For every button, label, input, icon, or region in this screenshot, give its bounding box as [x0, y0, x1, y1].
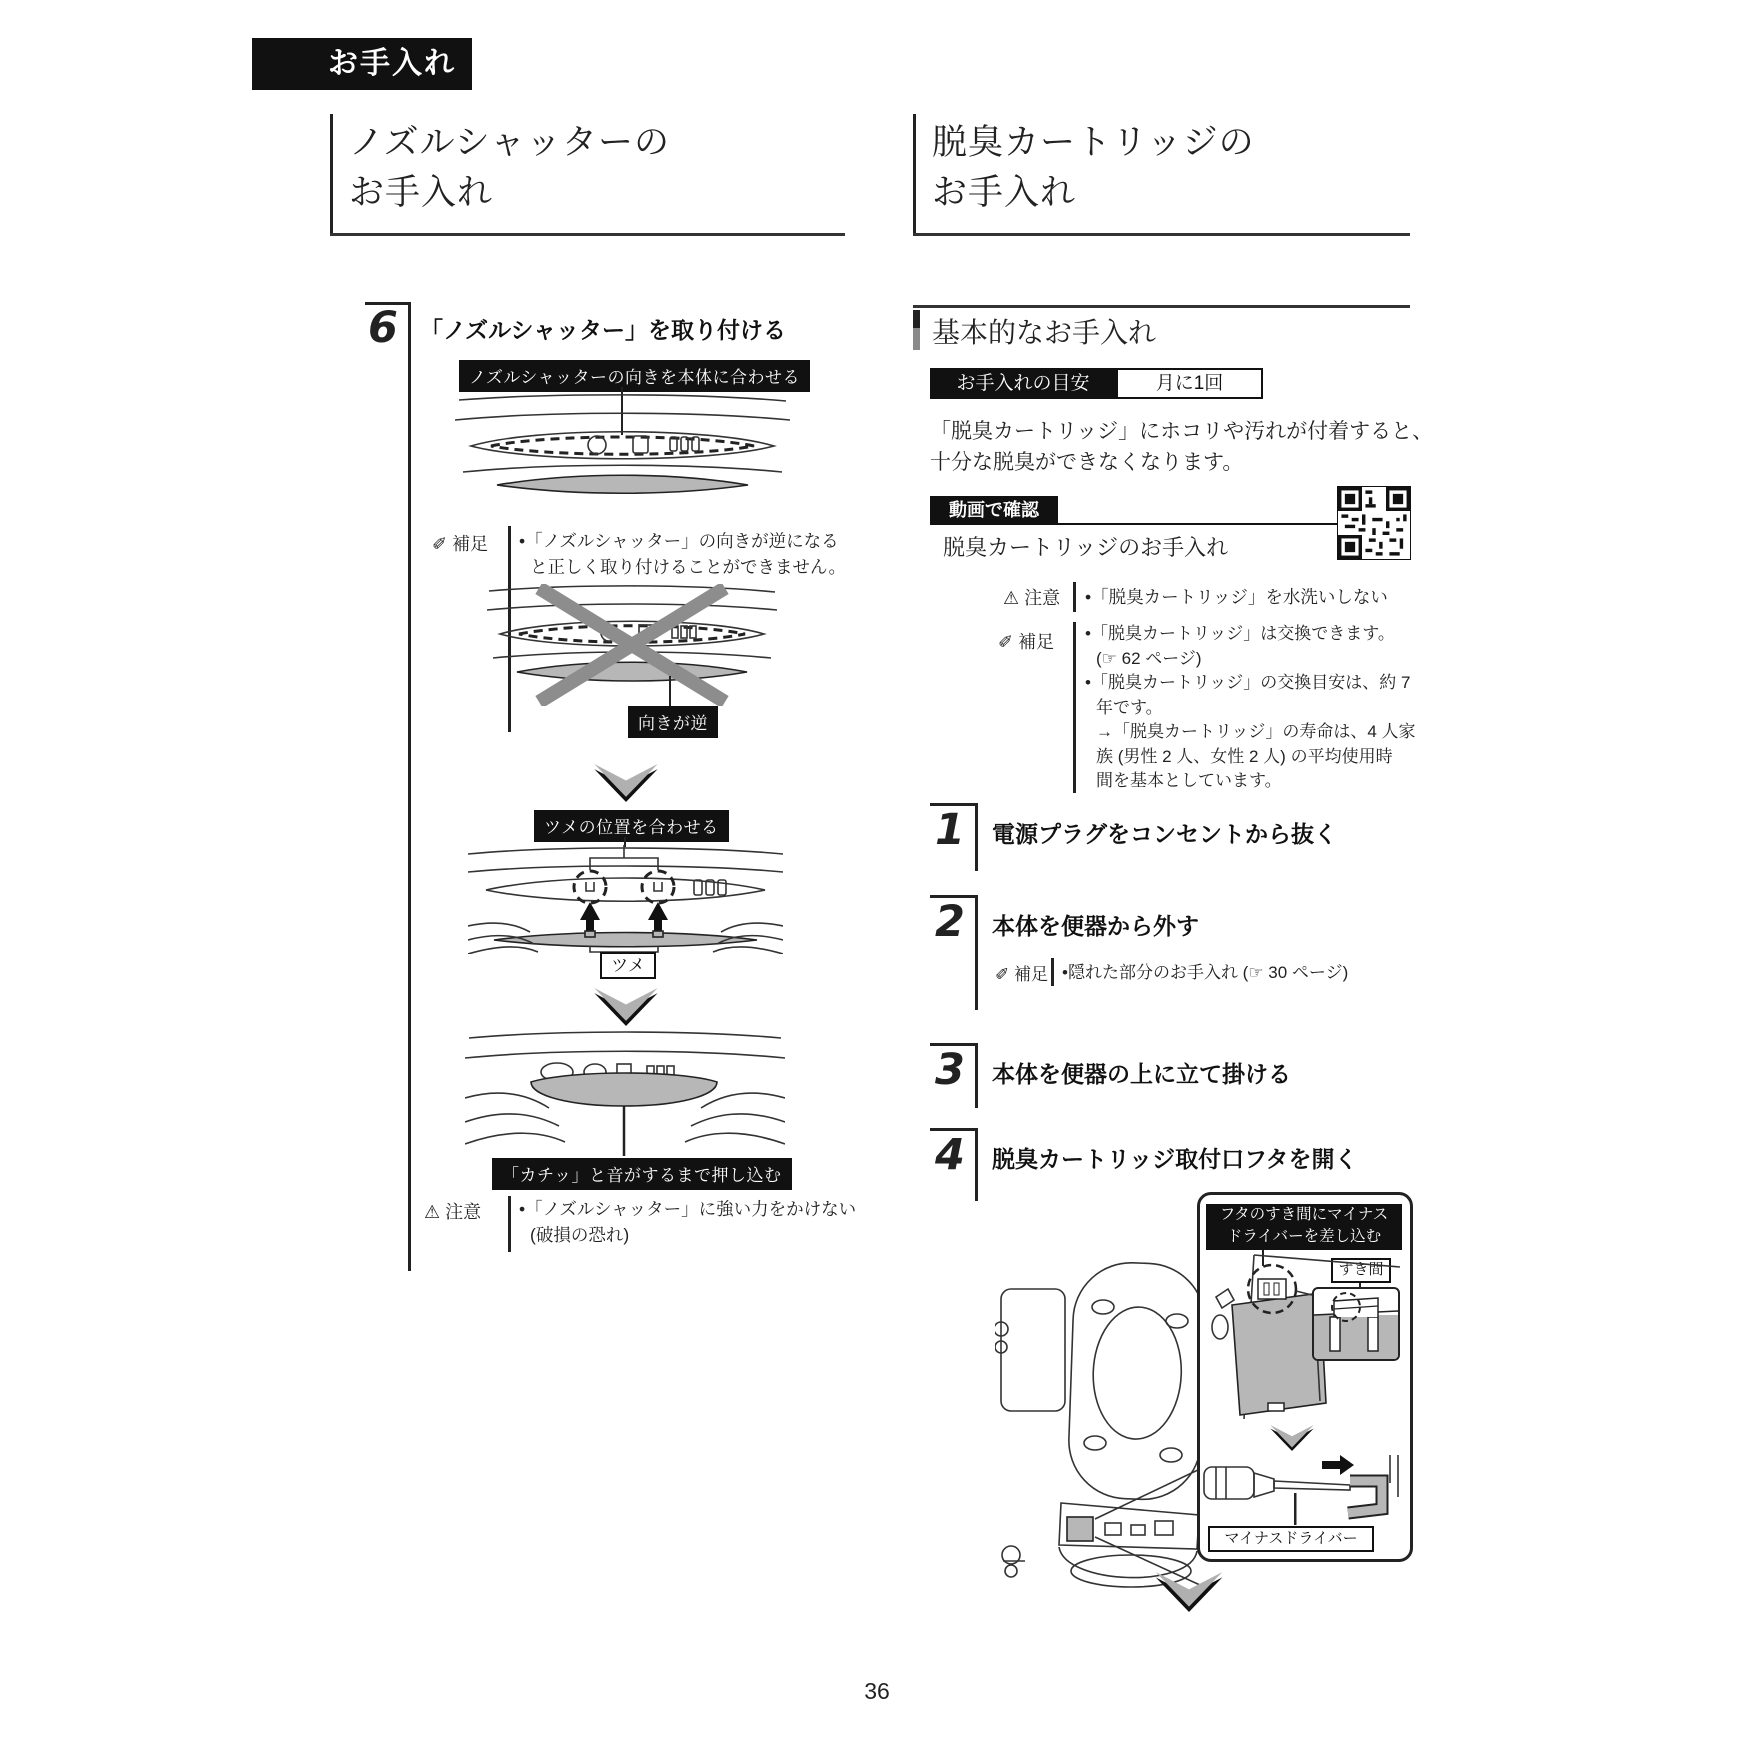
rnote1-text: [1085, 584, 1388, 610]
callout-orient: ノズルシャッターの向きを本体に合わせる: [459, 360, 810, 392]
rnote2-line4: 年です。: [1096, 697, 1163, 717]
maintenance-badge-label: お手入れの目安: [930, 368, 1116, 399]
qr-code: [1337, 486, 1411, 560]
step4-heading: 脱臭カートリッジ取付口フタを開く: [992, 1146, 1358, 1172]
chevron-down-icon: [582, 988, 670, 1026]
step2-note-bar: [1051, 958, 1054, 986]
step2-number: 2: [935, 897, 965, 947]
rnote2-line3: •「脱臭カートリッジ」の交換目安は、約 7: [1085, 673, 1411, 692]
chevron-down-icon: [1260, 1425, 1324, 1451]
rnote2-bar: [1073, 622, 1076, 793]
illustration-toilet: [995, 1255, 1200, 1595]
note2-icon-glyph: ⚠: [424, 1202, 441, 1222]
right-title-line2: お手入れ: [932, 173, 1077, 212]
right-title-line1: 脱臭カートリッジの: [932, 123, 1255, 162]
right-title-rule: [913, 233, 1410, 236]
pencil-icon: [995, 960, 1048, 985]
pencil-icon: [998, 628, 1054, 654]
note1-text: [519, 528, 846, 580]
rnote2-text: [1085, 622, 1416, 794]
pencil-icon: [432, 530, 488, 556]
label-gap: すき間: [1331, 1258, 1391, 1283]
step1-heading: 電源プラグをコンセントから抜く: [992, 821, 1337, 847]
callout-insert-driver: [1206, 1204, 1402, 1250]
callout-insert-line2: ドライバーを差し込む: [1226, 1228, 1382, 1245]
callout-claw-align: ツメの位置を合わせる: [534, 810, 729, 842]
section-tick: [913, 310, 920, 350]
illustration-claw-align: [468, 842, 783, 954]
maintenance-badge-value: 月に1回: [1116, 368, 1263, 399]
intro-paragraph: [930, 416, 1433, 478]
rnote2-icon-glyph: ✐: [998, 632, 1014, 652]
rnote2-line5: →「脱臭カートリッジ」の寿命は、4 人家: [1096, 722, 1416, 741]
right-column-title: [913, 114, 1413, 235]
chevron-down-icon: [1141, 1572, 1237, 1612]
step2-note-icon: ✐: [995, 965, 1010, 984]
rnote2-label: 補足: [1018, 632, 1055, 652]
intro-line1: 「脱臭カートリッジ」にホコリや汚れが付着すると、: [930, 420, 1434, 443]
label-claw: ツメ: [600, 952, 656, 979]
step4-inset: [1197, 1192, 1413, 1562]
reverse-label-connector: [669, 676, 671, 706]
rnote2-line6: 族 (男性 2 人、女性 2 人) の平均使用時: [1096, 746, 1393, 766]
step2-note-text: •隠れた部分のお手入れ (☞ 30 ページ): [1062, 963, 1349, 982]
note2-line2: (破損の恐れ): [530, 1225, 630, 1245]
page-number: 36: [864, 1678, 890, 1704]
illustration-shutter-orientation: [455, 392, 790, 497]
note1-icon-glyph: ✐: [432, 534, 448, 554]
left-title-line1: ノズルシャッターの: [349, 123, 671, 162]
note1-label: 補足: [452, 534, 489, 554]
section-rule: [913, 305, 1410, 308]
intro-line2: 十分な脱臭ができなくなります。: [930, 451, 1244, 474]
rnote1-line1: •「脱臭カートリッジ」を水洗いしない: [1085, 587, 1388, 607]
note1-line1: •「ノズルシャッター」の向きが逆になる: [519, 531, 839, 551]
left-title-rule: [330, 233, 845, 236]
illustration-latch-detail: [1314, 1289, 1398, 1359]
step6-number: 6: [368, 303, 398, 353]
illustration-shutter-reversed: [487, 584, 777, 706]
left-column-title: [330, 114, 848, 235]
step1-number: 1: [935, 805, 965, 855]
callout-click: 「カチッ」と音がするまで押し込む: [492, 1158, 792, 1190]
rnote1-icon-glyph: ⚠: [1003, 588, 1020, 608]
callout-insert-line1: フタのすき間にマイナス: [1219, 1206, 1389, 1223]
chevron-down-icon: [582, 764, 670, 802]
video-badge: 動画で確認: [930, 496, 1058, 525]
step6-heading: 「ノズルシャッター」を取り付ける: [420, 317, 787, 343]
note2-line1: •「ノズルシャッター」に強い力をかけない: [519, 1199, 857, 1219]
step4-number: 4: [935, 1130, 965, 1180]
detail-inset: [1312, 1287, 1400, 1361]
illustration-screwdriver: [1202, 1453, 1404, 1525]
warning-icon: [424, 1198, 481, 1224]
note2-label: 注意: [445, 1202, 482, 1222]
step3-number: 3: [935, 1045, 965, 1095]
step2-note-label: 補足: [1013, 965, 1048, 984]
note2-bar: [508, 1196, 511, 1252]
video-title: 脱臭カートリッジのお手入れ: [943, 535, 1229, 560]
illustration-push-in: [465, 1028, 785, 1156]
step2-heading: 本体を便器から外す: [992, 913, 1199, 939]
step3-heading: 本体を便器の上に立て掛ける: [992, 1061, 1291, 1087]
section-heading: 基本的なお手入れ: [932, 317, 1157, 348]
label-driver: マイナスドライバー: [1208, 1526, 1374, 1552]
step6-bracket: [365, 302, 411, 1271]
rnote1-label: 注意: [1024, 588, 1061, 608]
rnote1-bar: [1073, 582, 1076, 612]
callout-reverse: 向きが逆: [628, 706, 718, 738]
note1-line2: と正しく取り付けることができません。: [530, 557, 847, 577]
note2-text: [519, 1196, 856, 1248]
rnote2-line1: •「脱臭カートリッジ」は交換できます。: [1085, 624, 1395, 643]
warning-icon: [1003, 584, 1060, 610]
left-title-line2: お手入れ: [349, 173, 494, 212]
rnote2-line7: 間を基本としています。: [1096, 771, 1282, 790]
rnote2-line2: (☞ 62 ページ): [1096, 648, 1202, 668]
section-tag: お手入れ: [252, 38, 472, 90]
